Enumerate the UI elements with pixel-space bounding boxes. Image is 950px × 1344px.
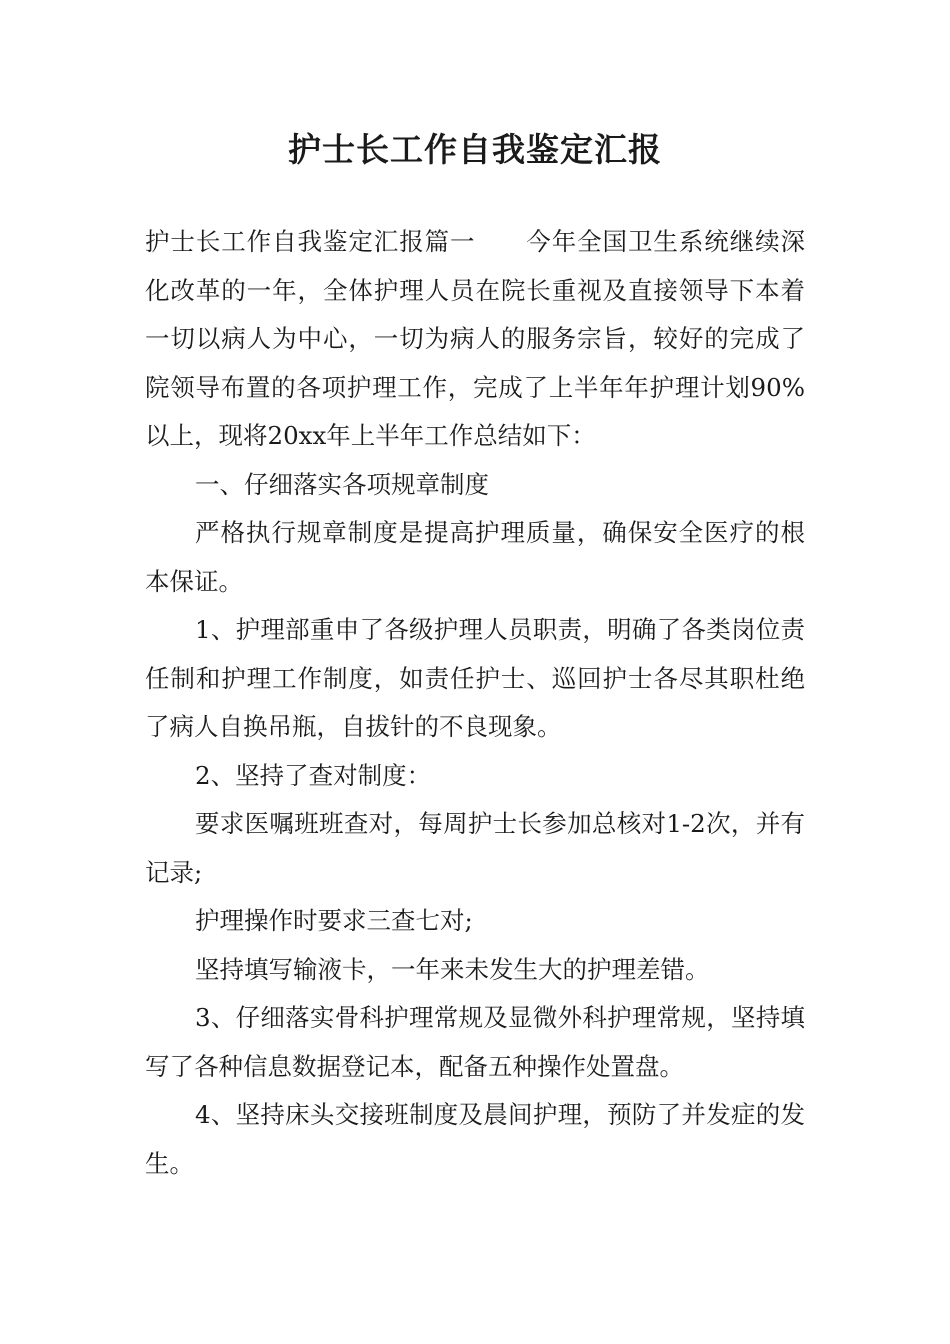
paragraph: 要求医嘱班班查对，每周护士长参加总核对1-2次，并有记录; [145,809,805,887]
paragraph-item-1: 1、护理部重申了各级护理人员职责，明确了各类岗位责任制和护理工作制度，如责任护士、巡回护士各尽其职杜绝了病人自换吊瓶，自拔针的不良现象。 [145,615,805,741]
document-body [145,218,805,1188]
paragraph: 严格执行规章制度是提高护理质量，确保安全医疗的根本保证。 [145,518,805,596]
paragraph: 护理操作时要求三查七对; [195,906,473,935]
paragraph-item-3: 3、仔细落实骨科护理常规及显微外科护理常规，坚持填写了各种信息数据登记本，配备五种操作处置盘。 [145,1003,805,1081]
paragraph: 坚持填写输液卡，一年来未发生大的护理差错。 [195,954,710,984]
paragraph-item-4: 4、坚持床头交接班制度及晨间护理，预防了并发症的发生。 [145,1100,805,1178]
paragraph-heading-1: 一、仔细落实各项规章制度 [195,469,489,499]
paragraph-intro: 护士长工作自我鉴定汇报篇一 今年全国卫生系统继续深化改革的一年，全体护理人员在院长重视及直接领导下本着一切以病人为中心，一切为病人的服务宗旨，较好的完成了院领导布置的各项护理工作，完成了上半年年护理计划90%以上，现将20xx年上半年工作总结如下： [145,227,805,450]
document-title: 护士长工作自我鉴定汇报 [288,130,662,169]
document-page [145,120,805,1188]
paragraph-item-2: 2、坚持了查对制度： [195,760,432,790]
